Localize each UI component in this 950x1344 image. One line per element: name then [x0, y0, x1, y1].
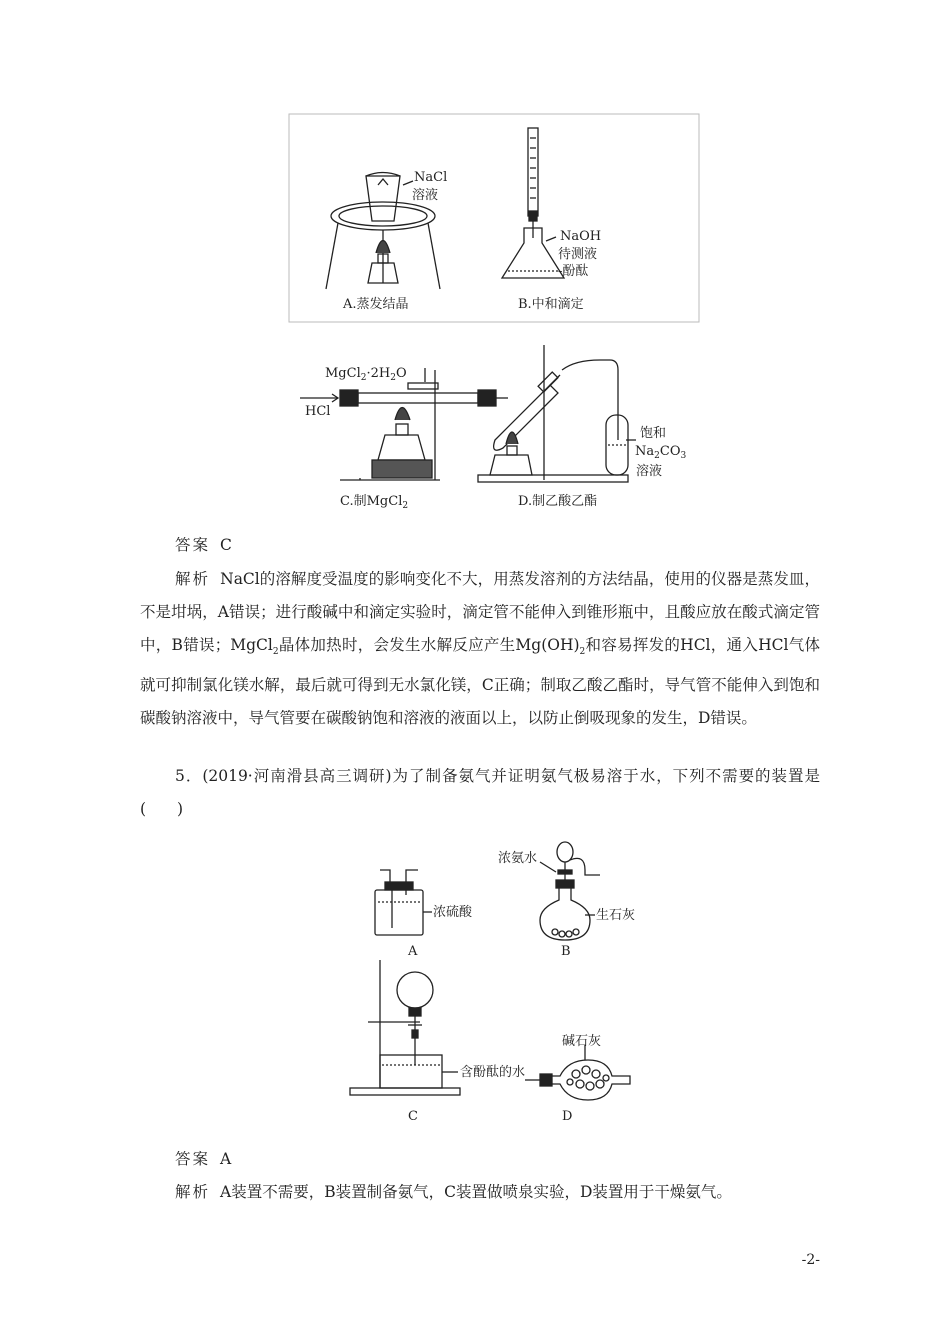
fountain-apparatus	[350, 960, 460, 1095]
mgcl2-apparatus	[300, 368, 508, 480]
q5a-label: 浓硫酸	[433, 905, 473, 920]
ethyl-acetate-apparatus	[478, 345, 636, 482]
q4c-caption: C.制MgCl$_2$	[340, 494, 409, 511]
explanation-tag: 解析	[175, 570, 211, 588]
titration-apparatus	[502, 128, 564, 278]
drying-tube	[525, 1045, 630, 1100]
answer-value: A	[220, 1150, 232, 1168]
q4b-label-1: NaOH	[560, 229, 602, 244]
q4d-label-3: 溶液	[636, 464, 663, 479]
ammonia-generator	[540, 842, 600, 940]
q4-explanation: 解析 NaCl的溶解度受温度的影响变化不大，用蒸发溶剂的方法结晶，使用的仪器是蒸发皿，不是坩埚，A错误；进行酸碱中和滴定实验时，滴定管不能伸入到锥形瓶中，且酸应放在酸式滴定管中，B错误；MgCl$_2$晶体加热时，会发生水解反应产生$Mg(OH)_2$和容易挥发的HCl，通入HCl气体就可抑制氯化镁水解，最后就可得到无水氯化镁，C正确；制取乙酸乙酯时，导气管不能伸入到饱和碳酸钠溶液中，导气管要在碳酸钠饱和溶液的液面以上，以防止倒吸现象的发生，D错误。	[140, 570, 820, 728]
q4-answer	[175, 533, 232, 555]
q4d-label-1: 饱和	[640, 426, 667, 441]
q4a-caption: A.蒸发结晶	[343, 297, 409, 312]
q5d-label: 碱石灰	[562, 1034, 602, 1049]
q5b-label-2: 生石灰	[596, 908, 636, 923]
q4b-caption: B.中和滴定	[518, 297, 584, 312]
gas-washing-bottle	[375, 870, 432, 935]
q5a-caption: A	[408, 944, 418, 959]
answer-tag: 答案	[175, 1150, 211, 1168]
answer-tag: 答案	[175, 536, 211, 554]
q5-question: 5．(2019·河南滑县高三调研)为了制备氨气并证明氨气极易溶于水，下列不需要的装置是( )	[140, 767, 820, 818]
q4b-label-2: 待测液	[558, 247, 598, 262]
q4c-reagent: $MgCl_2\cdot 2H_2O$	[325, 366, 407, 383]
answer-value: C	[220, 536, 232, 554]
q5-answer	[175, 1147, 231, 1169]
q4d-caption: D.制乙酸乙酯	[518, 494, 598, 509]
explanation-tag: 解析	[175, 1183, 211, 1201]
q4c-gas: HCl	[305, 404, 331, 419]
q4a-label-1: NaCl	[414, 170, 448, 185]
q4a-label-2: 溶液	[412, 188, 439, 203]
q5-figure	[340, 840, 640, 1130]
page-number: -2-	[801, 1252, 820, 1268]
q5-explanation: 解析 A装置不需要，B装置制备氨气，C装置做喷泉实验，D装置用于干燥氨气。	[175, 1183, 732, 1201]
q5c-label: 含酚酞的水	[460, 1065, 526, 1080]
q4-figure-bottom	[300, 340, 700, 515]
q4b-label-3: -酚酞	[558, 264, 589, 279]
q5b-label-1: 浓氨水	[498, 851, 538, 866]
q5c-caption: C	[408, 1109, 418, 1124]
q5b-caption: B	[561, 944, 571, 959]
q4d-label-2: $Na_2CO_3$	[635, 444, 687, 461]
q5d-caption: D	[562, 1109, 573, 1124]
q4-figure-top	[288, 113, 700, 323]
